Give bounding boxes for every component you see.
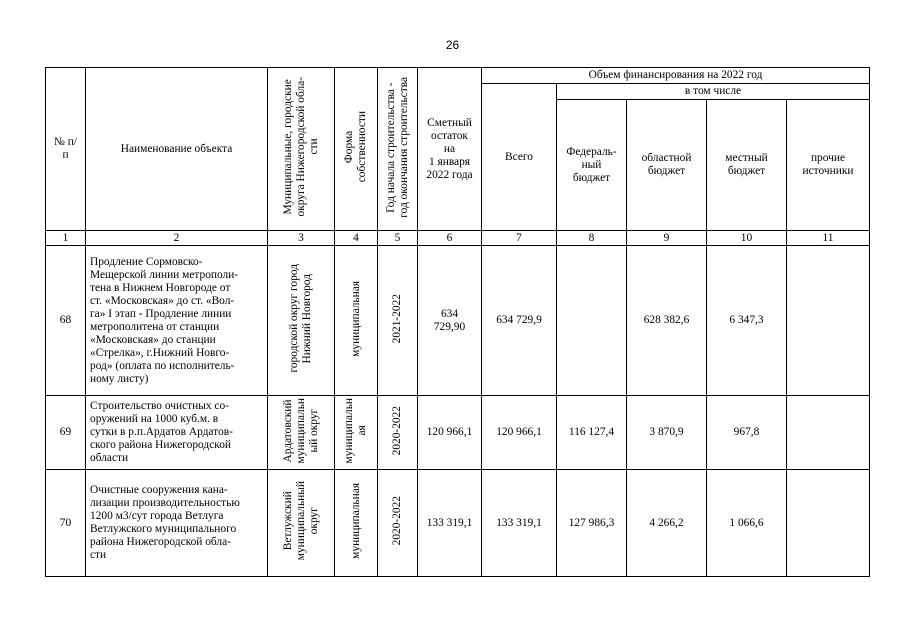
column-number: 6 xyxy=(418,231,482,246)
regional-cell: 628 382,6 xyxy=(627,246,707,396)
ownership-cell xyxy=(335,396,378,470)
ownership-text: муниципальная xyxy=(349,483,362,559)
total-cell: 634 729,9 xyxy=(482,246,557,396)
column-number: 5 xyxy=(378,231,418,246)
column-number: 11 xyxy=(787,231,870,246)
row-number: 70 xyxy=(46,470,86,577)
years-cell xyxy=(378,396,418,470)
federal-cell xyxy=(557,246,627,396)
total-cell: 133 319,1 xyxy=(482,470,557,577)
years-text: 2020-2022 xyxy=(391,496,403,546)
ownership-text: муниципальн ая xyxy=(343,397,368,464)
header-local: местный бюджет xyxy=(707,100,787,231)
table-row xyxy=(46,470,870,577)
federal-cell: 116 127,4 xyxy=(557,396,627,470)
total-cell: 120 966,1 xyxy=(482,396,557,470)
column-number: 2 xyxy=(86,231,268,246)
column-number-row xyxy=(46,231,870,246)
regional-cell: 4 266,2 xyxy=(627,470,707,577)
ownership-cell xyxy=(335,470,378,577)
years-text: 2021-2022 xyxy=(391,293,403,344)
header-federal: Федераль- ный бюджет xyxy=(557,100,627,231)
local-cell: 967,8 xyxy=(707,396,787,470)
other-cell xyxy=(787,246,870,396)
header-ownership-text: Форма собственности xyxy=(343,111,368,183)
ownership-cell xyxy=(335,246,378,396)
header-regional: областной бюджет xyxy=(627,100,707,231)
header-number-label: № п/п xyxy=(54,136,77,161)
municipality-cell xyxy=(268,470,335,577)
column-number: 10 xyxy=(707,231,787,246)
header-row-top xyxy=(46,68,870,84)
header-estimate: Сметный остаток на 1 января 2022 года xyxy=(418,68,482,231)
header-ownership xyxy=(335,68,378,231)
financing-table xyxy=(45,67,870,577)
column-number: 4 xyxy=(335,231,378,246)
header-name: Наименование объекта xyxy=(86,68,268,231)
page-number: 26 xyxy=(445,38,460,52)
other-cell xyxy=(787,470,870,577)
municipality-text: Ветлужский муниципальный округ xyxy=(281,481,320,561)
years-cell xyxy=(378,246,418,396)
column-number: 1 xyxy=(46,231,86,246)
regional-cell: 3 870,9 xyxy=(627,396,707,470)
header-funding-group: Объем финансирования на 2022 год xyxy=(482,68,870,84)
other-cell xyxy=(787,396,870,470)
column-number: 3 xyxy=(268,231,335,246)
header-other: прочие источники xyxy=(787,100,870,231)
object-name: Очистные сооружения кана- лизации производительностью 1200 м3/сут города Ветлуга Ветлужского муниципального района Нижегородской обла- сти xyxy=(86,470,268,577)
header-municipality-text: Муниципальные, городские округа Нижегородской обла- сти xyxy=(281,77,320,217)
municipality-text: городской округ город Нижний Новгород xyxy=(288,264,313,373)
row-number: 68 xyxy=(46,246,86,396)
local-cell: 6 347,3 xyxy=(707,246,787,396)
header-total: Всего xyxy=(482,84,557,231)
header-municipality xyxy=(268,68,335,231)
table-row xyxy=(46,396,870,470)
municipality-text: Ардатовский муниципальн ый округ xyxy=(281,397,320,464)
object-name: Продление Сормовско- Мещерской линии метрополи- тена в Нижнем Новгороде от ст. «Московская» до ст. «Вол- га» I этап - Продление линии метрополитена от станции «Московская» до станции «Стрелка», г.Нижний Новго- род» (оплата по исполнитель- ному листу) xyxy=(86,246,268,396)
header-years-text: Год начала строительства - год окончания строительства xyxy=(384,76,410,218)
column-number: 7 xyxy=(482,231,557,246)
estimate-cell: 120 966,1 xyxy=(418,396,482,470)
header-years xyxy=(378,68,418,231)
column-number: 9 xyxy=(627,231,707,246)
estimate-cell: 133 319,1 xyxy=(418,470,482,577)
local-cell: 1 066,6 xyxy=(707,470,787,577)
municipality-cell xyxy=(268,396,335,470)
years-cell xyxy=(378,470,418,577)
ownership-text: муниципальная xyxy=(349,280,362,357)
years-text: 2020-2022 xyxy=(391,405,403,456)
header-including: в том числе xyxy=(557,84,870,100)
row-number: 69 xyxy=(46,396,86,470)
object-name: Строительство очистных со- оружений на 1000 куб.м. в сутки в р.п.Ардатов Ардатов- ского района Нижегородской области xyxy=(86,396,268,470)
estimate-cell: 634 729,90 xyxy=(418,246,482,396)
municipality-cell xyxy=(268,246,335,396)
table-row xyxy=(46,246,870,396)
header-number xyxy=(46,68,86,231)
federal-cell: 127 986,3 xyxy=(557,470,627,577)
column-number: 8 xyxy=(557,231,627,246)
